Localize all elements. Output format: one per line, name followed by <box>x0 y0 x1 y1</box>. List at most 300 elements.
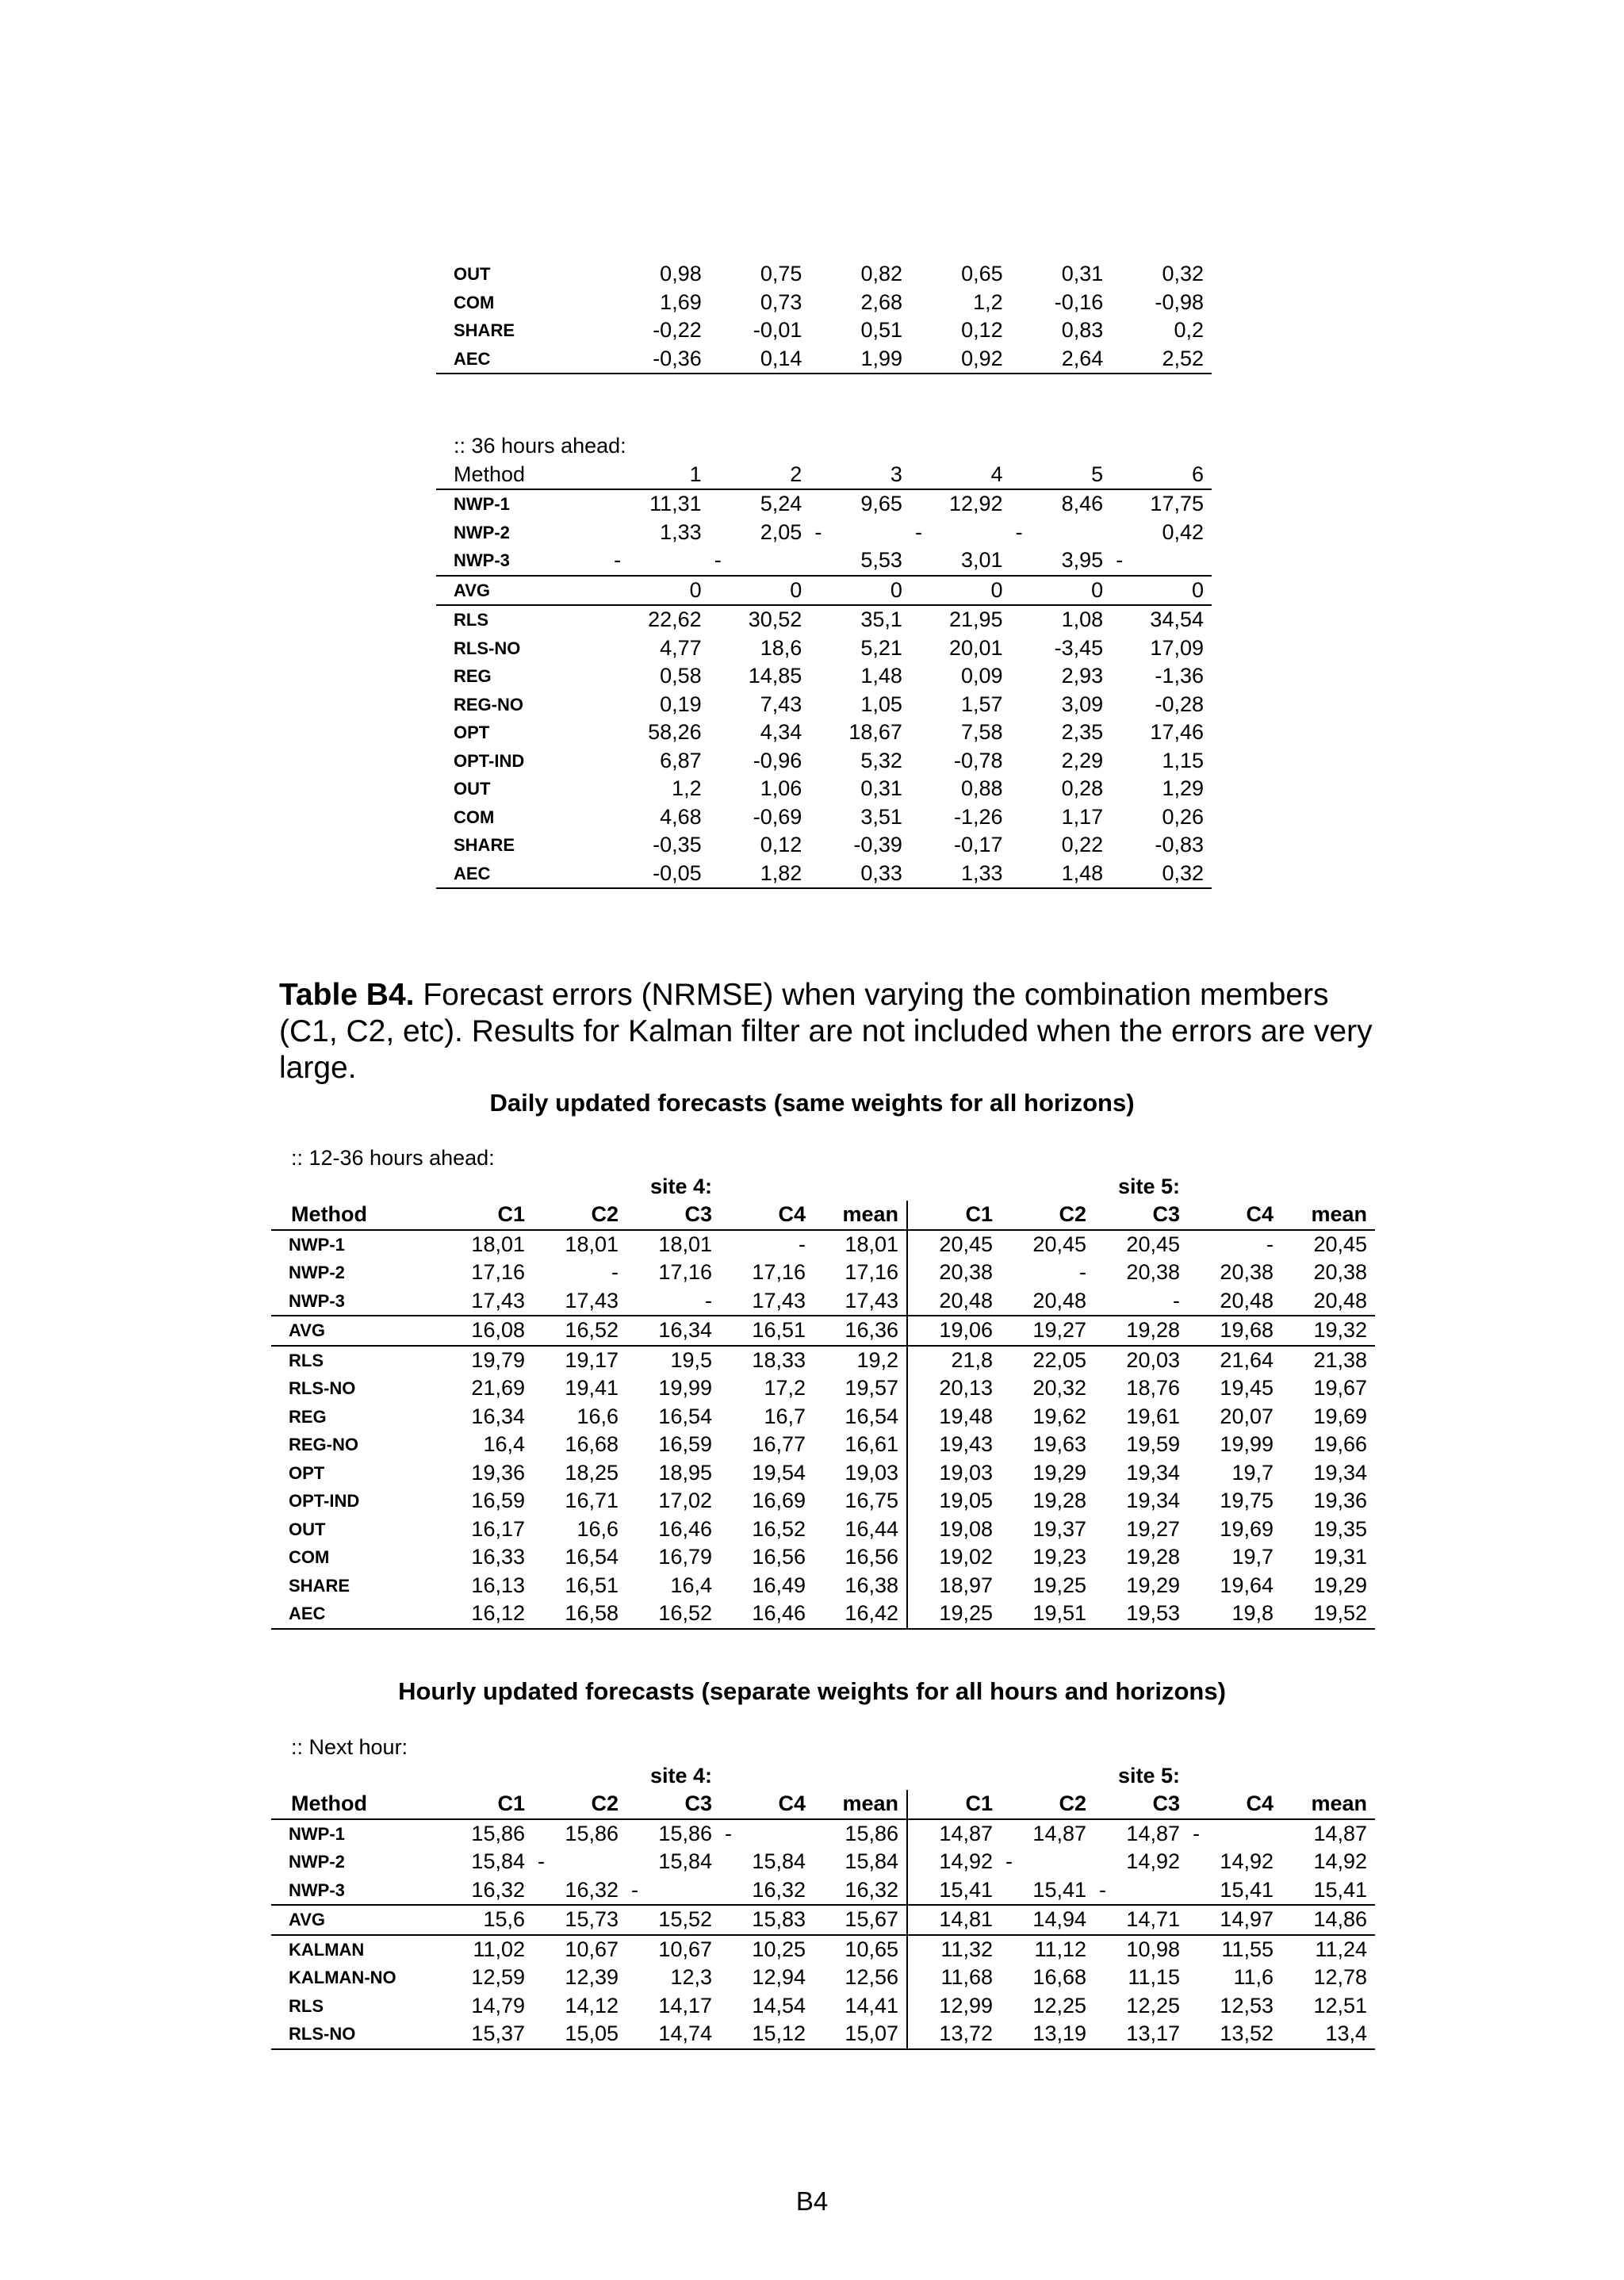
value-cell: 15,41 <box>939 1877 993 1902</box>
value-cell: 20,03 <box>1126 1347 1180 1372</box>
value-cell: 1,2 <box>672 776 702 800</box>
table-row <box>271 1992 1375 2021</box>
column-header: C2 <box>591 1202 619 1226</box>
value-cell: 19,7 <box>1231 1545 1274 1569</box>
value-cell: 14,17 <box>658 1993 712 2018</box>
value-cell: 20,38 <box>1126 1260 1180 1284</box>
method-cell: NWP-2 <box>289 1852 345 1872</box>
value-cell: 30,52 <box>748 607 802 631</box>
value-cell: 20,45 <box>1313 1232 1368 1256</box>
value-cell: 12,59 <box>471 1965 525 1989</box>
value-cell: 17,09 <box>1150 635 1204 660</box>
value-cell: 19,34 <box>1126 1460 1180 1485</box>
table-row <box>436 860 1212 889</box>
value-cell: 3,01 <box>961 548 1003 572</box>
value-cell: 14,87 <box>1126 1821 1180 1845</box>
value-cell: 14,79 <box>471 1993 525 2018</box>
table-36h <box>436 432 1212 889</box>
value-cell: 16,59 <box>471 1489 525 1512</box>
value-cell: 2,29 <box>1061 748 1104 772</box>
site5-label: site 5: <box>1117 1763 1180 1788</box>
value-cell: 34,54 <box>1150 607 1204 631</box>
table-row <box>271 1459 1375 1488</box>
value-cell: 19,67 <box>1313 1376 1368 1400</box>
empty-cell <box>533 1762 626 1791</box>
value-cell: 2,05 <box>760 519 802 544</box>
value-cell: 3,51 <box>860 804 902 829</box>
value-cell: 16,17 <box>471 1516 525 1541</box>
method-cell: RLS-NO <box>454 638 521 658</box>
value-cell: 15,52 <box>658 1907 712 1931</box>
value-cell: 0 <box>790 577 802 602</box>
value-cell: 16,58 <box>565 1601 619 1625</box>
value-cell: 8,46 <box>1061 492 1104 515</box>
value-cell: -0,35 <box>653 833 702 856</box>
value-cell: 16,13 <box>471 1573 525 1597</box>
value-cell: 10,67 <box>565 1937 619 1961</box>
value-cell: 18,97 <box>939 1573 993 1597</box>
value-cell: 0,98 <box>660 262 702 285</box>
value-cell: 16,56 <box>752 1545 806 1569</box>
empty-cell <box>907 1762 1001 1791</box>
value-cell: 14,81 <box>939 1907 993 1931</box>
value-cell: 20,48 <box>939 1288 993 1312</box>
value-cell: 10,98 <box>1126 1937 1180 1961</box>
value-cell: 15,07 <box>814 2020 907 2049</box>
value-cell: - <box>1015 519 1023 544</box>
value-cell: 17,43 <box>814 1287 907 1316</box>
method-cell: RLS-NO <box>289 1378 356 1398</box>
empty-cell <box>907 1173 1001 1201</box>
value-cell: 19,54 <box>752 1460 806 1485</box>
value-cell: 19,29 <box>1032 1460 1086 1485</box>
method-cell: NWP-2 <box>289 1263 345 1282</box>
value-cell: 11,15 <box>1128 1965 1180 1989</box>
value-cell: 12,94 <box>752 1965 806 1989</box>
method-cell: OPT <box>289 1462 325 1483</box>
table-row <box>271 1403 1375 1431</box>
value-cell: 17,16 <box>471 1260 525 1284</box>
method-cell: NWP-3 <box>289 1290 345 1311</box>
value-cell: 0 <box>689 577 702 602</box>
value-cell: 0,31 <box>860 776 902 800</box>
column-header: C4 <box>778 1202 806 1226</box>
value-cell: - <box>1173 1288 1180 1312</box>
value-cell: 16,51 <box>565 1573 619 1597</box>
value-cell: - <box>914 519 922 544</box>
value-cell: 0,83 <box>1061 318 1104 342</box>
table-row <box>436 289 1212 317</box>
value-cell: -0,96 <box>753 748 802 772</box>
value-cell: 14,12 <box>565 1993 619 2018</box>
value-cell: 15,41 <box>1220 1877 1274 1902</box>
value-cell: 11,6 <box>1233 1965 1274 1989</box>
method-header: Method <box>454 462 526 486</box>
method-cell: RLS <box>289 1350 324 1370</box>
value-cell: 0,58 <box>660 664 702 688</box>
method-cell: OPT <box>454 722 490 742</box>
table-row <box>271 1572 1375 1600</box>
value-cell: - <box>1079 1260 1086 1284</box>
value-cell: 1,69 <box>660 289 702 314</box>
value-cell: -0,69 <box>753 804 802 829</box>
value-cell: 0,42 <box>1162 519 1204 544</box>
value-cell: 12,56 <box>814 1964 907 1992</box>
value-cell: 0 <box>1191 577 1204 602</box>
hourly-table-body <box>271 1734 1375 2049</box>
value-cell: 22,05 <box>1032 1347 1086 1372</box>
header-row <box>436 461 1212 490</box>
value-cell: 19,05 <box>939 1489 993 1512</box>
value-cell: 19,99 <box>658 1376 712 1400</box>
value-cell: 0,12 <box>961 318 1003 342</box>
column-header: C3 <box>684 1791 712 1815</box>
table-row <box>436 576 1212 606</box>
value-cell: 16,54 <box>565 1545 619 1569</box>
value-cell: - <box>614 548 622 572</box>
table-row <box>271 1487 1375 1516</box>
value-cell: 19,5 <box>670 1347 712 1372</box>
method-cell: AVG <box>454 580 491 600</box>
value-cell: -3,45 <box>1054 635 1104 660</box>
method-cell: SHARE <box>289 1575 350 1596</box>
empty-cell <box>720 1173 814 1201</box>
value-cell: 14,92 <box>939 1849 993 1873</box>
header-row <box>271 1201 1375 1230</box>
value-cell: 19,2 <box>814 1346 907 1375</box>
value-cell: 1,2 <box>973 289 1003 314</box>
value-cell: 16,38 <box>814 1572 907 1600</box>
empty-cell <box>1001 1173 1094 1201</box>
value-cell: 0,65 <box>961 262 1003 285</box>
value-cell: -0,39 <box>853 833 902 856</box>
value-cell: 16,12 <box>471 1601 525 1625</box>
hourly-section-title: Hourly updated forecasts (separate weights for all hours and horizons) <box>398 1677 1226 1705</box>
method-cell: REG <box>289 1406 327 1427</box>
value-cell: 35,1 <box>860 607 902 631</box>
value-cell: 16,52 <box>565 1318 619 1342</box>
value-cell: 19,28 <box>1126 1545 1180 1569</box>
value-cell: 16,6 <box>576 1404 619 1428</box>
value-cell: 19,25 <box>939 1601 993 1625</box>
value-cell: 20,48 <box>1313 1288 1368 1312</box>
value-cell: 15,84 <box>658 1849 712 1873</box>
table-row <box>436 831 1212 860</box>
value-cell: 16,4 <box>483 1432 525 1456</box>
value-cell: 11,68 <box>940 1965 993 1989</box>
value-cell: 18,67 <box>848 720 902 744</box>
column-header: C3 <box>1152 1202 1180 1226</box>
value-cell: 18,01 <box>565 1232 619 1256</box>
value-cell: - <box>538 1849 545 1873</box>
value-cell: 18,95 <box>658 1460 712 1485</box>
value-cell: 0,12 <box>760 833 802 856</box>
header-row <box>271 1790 1375 1819</box>
value-cell: 21,69 <box>471 1376 525 1400</box>
value-cell: 16,79 <box>658 1545 712 1569</box>
value-cell: 0,2 <box>1174 318 1204 342</box>
value-cell: 20,38 <box>1220 1260 1274 1284</box>
value-cell: 18,33 <box>752 1347 806 1372</box>
value-cell: 21,64 <box>1220 1347 1274 1372</box>
value-cell: 19,62 <box>1032 1404 1086 1428</box>
value-cell: 17,43 <box>565 1288 619 1312</box>
value-cell: - <box>1005 1849 1013 1873</box>
value-cell: 2,35 <box>1061 720 1104 744</box>
value-cell: 16,34 <box>658 1318 712 1342</box>
method-cell: AEC <box>454 863 491 883</box>
method-cell: NWP-1 <box>289 1234 345 1255</box>
value-cell: 13,17 <box>1126 2021 1180 2045</box>
value-cell: 15,73 <box>565 1907 619 1931</box>
value-cell: 12,99 <box>939 1993 993 2018</box>
value-cell: 3,95 <box>1061 548 1104 572</box>
value-cell: 5,24 <box>760 492 802 515</box>
value-cell: 2,52 <box>1162 346 1204 370</box>
value-cell: -0,05 <box>653 860 702 885</box>
value-cell: 16,32 <box>471 1877 525 1902</box>
column-header: mean <box>1311 1791 1368 1815</box>
table-caption-line: :: Next hour: <box>291 1735 408 1759</box>
value-cell: - <box>631 1877 638 1902</box>
value-cell: 20,38 <box>939 1260 993 1284</box>
value-cell: 16,68 <box>1032 1965 1086 1989</box>
value-cell: 1,57 <box>961 692 1003 716</box>
value-cell: 12,25 <box>1032 1993 1086 2018</box>
value-cell: 19,29 <box>1313 1573 1368 1597</box>
table-row <box>271 1819 1375 1849</box>
empty-cell <box>271 1762 439 1791</box>
value-cell: 17,16 <box>814 1259 907 1287</box>
value-cell: 19,36 <box>471 1460 525 1485</box>
value-cell: 16,08 <box>471 1318 525 1342</box>
value-cell: 11,24 <box>1315 1937 1368 1961</box>
value-cell: 16,42 <box>814 1600 907 1629</box>
value-cell: 16,36 <box>814 1316 907 1346</box>
value-cell: 21,8 <box>951 1347 993 1372</box>
value-cell: 0 <box>890 577 902 602</box>
value-cell: - <box>714 548 722 572</box>
value-cell: - <box>1099 1877 1106 1902</box>
value-cell: 10,67 <box>658 1937 712 1961</box>
table-row <box>436 634 1212 663</box>
method-cell: OUT <box>454 779 491 799</box>
column-header: C2 <box>1059 1202 1086 1226</box>
column-header: C2 <box>1059 1791 1086 1815</box>
value-cell: 16,52 <box>752 1516 806 1541</box>
value-cell: 7,43 <box>760 692 802 716</box>
value-cell: 15,86 <box>814 1819 907 1849</box>
value-cell: -1,36 <box>1155 664 1204 688</box>
table-row <box>436 718 1212 747</box>
value-cell: 1,33 <box>660 519 702 544</box>
method-cell: NWP-1 <box>289 1823 345 1844</box>
top-table-body <box>436 260 1212 374</box>
value-cell: 19,28 <box>1126 1318 1180 1342</box>
table-row <box>271 1287 1375 1316</box>
column-header: 2 <box>790 462 802 486</box>
caption-label: Table B4. <box>279 978 415 1012</box>
table-row <box>436 691 1212 719</box>
value-cell: 19,51 <box>1032 1601 1086 1625</box>
site-row <box>271 1173 1375 1201</box>
method-cell: AEC <box>289 1604 326 1623</box>
method-cell: AEC <box>454 348 491 369</box>
table-36h-caption: :: 36 hours ahead: <box>454 434 626 458</box>
value-cell: 21,38 <box>1313 1347 1368 1372</box>
empty-cell <box>1188 1762 1281 1791</box>
value-cell: 19,63 <box>1032 1432 1086 1456</box>
value-cell: 16,46 <box>752 1601 806 1625</box>
value-cell: 13,52 <box>1220 2021 1274 2045</box>
caption-row <box>271 1734 1375 1762</box>
empty-cell <box>814 1173 907 1201</box>
value-cell: 19,68 <box>1220 1318 1274 1342</box>
value-cell: 18,01 <box>814 1230 907 1259</box>
value-cell: 2,93 <box>1061 664 1104 688</box>
value-cell: 19,75 <box>1220 1489 1274 1512</box>
method-cell: AVG <box>289 1320 326 1340</box>
value-cell: 16,4 <box>670 1573 712 1597</box>
method-cell: NWP-2 <box>454 522 510 542</box>
value-cell: 1,17 <box>1061 804 1104 829</box>
value-cell: 19,32 <box>1313 1318 1368 1342</box>
column-header: C1 <box>965 1791 993 1815</box>
value-cell: 19,27 <box>1126 1516 1180 1541</box>
value-cell: 16,34 <box>471 1404 525 1428</box>
value-cell: 2,64 <box>1061 346 1104 370</box>
value-cell: 10,65 <box>814 1935 907 1964</box>
value-cell: 12,51 <box>1313 1993 1368 2018</box>
value-cell: 19,61 <box>1126 1404 1180 1428</box>
value-cell: 15,84 <box>814 1848 907 1876</box>
value-cell: 20,07 <box>1220 1404 1274 1428</box>
column-header: C1 <box>497 1202 525 1226</box>
method-cell: AVG <box>289 1910 326 1929</box>
method-cell: REG-NO <box>454 694 523 715</box>
value-cell: 19,25 <box>1032 1573 1086 1597</box>
method-cell: NWP-1 <box>454 494 510 514</box>
column-header: C4 <box>1246 1791 1274 1815</box>
empty-cell <box>439 1762 533 1791</box>
value-cell: 19,06 <box>939 1318 993 1342</box>
value-cell: 22,62 <box>648 607 702 631</box>
value-cell: 15,12 <box>752 2021 806 2045</box>
value-cell: 15,84 <box>752 1849 806 1873</box>
value-cell: 20,38 <box>1313 1260 1368 1284</box>
value-cell: 16,33 <box>471 1545 525 1569</box>
method-header: Method <box>291 1202 367 1226</box>
value-cell: 19,03 <box>939 1460 993 1485</box>
value-cell: 16,68 <box>565 1432 619 1456</box>
value-cell: 1,48 <box>1061 860 1104 885</box>
value-cell: 14,92 <box>1220 1849 1274 1873</box>
value-cell: - <box>814 519 822 544</box>
method-cell: RLS <box>454 610 488 630</box>
table-row <box>436 546 1212 576</box>
value-cell: 4,68 <box>660 804 702 829</box>
value-cell: 12,25 <box>1126 1993 1180 2018</box>
value-cell: 1,48 <box>860 664 902 688</box>
value-cell: 20,45 <box>939 1232 993 1256</box>
value-cell: 0 <box>990 577 1003 602</box>
method-cell: COM <box>454 292 495 312</box>
empty-cell <box>1188 1173 1281 1201</box>
value-cell: 15,83 <box>752 1907 806 1931</box>
value-cell: - <box>725 1821 732 1845</box>
method-cell: SHARE <box>454 835 515 855</box>
value-cell: 1,05 <box>860 692 902 716</box>
value-cell: 15,84 <box>471 1849 525 1873</box>
value-cell: 19,48 <box>939 1404 993 1428</box>
value-cell: 12,53 <box>1220 1993 1274 2018</box>
empty-cell <box>1281 1762 1375 1791</box>
value-cell: 12,3 <box>670 1965 712 1989</box>
table-row <box>271 1543 1375 1572</box>
value-cell: 12,78 <box>1313 1965 1368 1989</box>
daily-section-title: Daily updated forecasts (same weights for all horizons) <box>489 1089 1135 1117</box>
table-row <box>436 662 1212 691</box>
value-cell: 0,92 <box>961 346 1003 370</box>
value-cell: 15,6 <box>483 1907 525 1931</box>
column-header: mean <box>814 1201 907 1230</box>
value-cell: 16,61 <box>814 1431 907 1459</box>
value-cell: -0,22 <box>653 318 702 342</box>
table-row <box>436 747 1212 776</box>
hourly-table <box>271 1734 1375 2050</box>
value-cell: -0,17 <box>954 833 1003 856</box>
method-cell: SHARE <box>454 320 515 340</box>
value-cell: 16,32 <box>565 1877 619 1902</box>
value-cell: 14,87 <box>1313 1821 1368 1845</box>
value-cell: - <box>1116 548 1124 572</box>
value-cell: 0,32 <box>1162 860 1204 885</box>
column-header: 1 <box>689 462 702 486</box>
value-cell: 5,32 <box>860 748 902 772</box>
value-cell: 19,29 <box>1126 1573 1180 1597</box>
column-header: C1 <box>497 1791 525 1815</box>
value-cell: 0,51 <box>860 318 903 342</box>
table-caption <box>279 977 1389 1086</box>
value-cell: 5,21 <box>860 635 902 660</box>
value-cell: 16,54 <box>658 1404 712 1428</box>
value-cell: 19,53 <box>1126 1601 1180 1625</box>
method-cell: OUT <box>289 1519 326 1539</box>
method-cell: NWP-3 <box>454 550 510 570</box>
value-cell: 14,86 <box>1313 1907 1368 1931</box>
table-row <box>271 1876 1375 1906</box>
value-cell: 7,58 <box>961 720 1003 744</box>
value-cell: 19,34 <box>1126 1489 1180 1512</box>
site4-label: site 4: <box>649 1174 712 1198</box>
column-header: 4 <box>990 462 1003 486</box>
value-cell: 19,23 <box>1032 1545 1086 1569</box>
table-caption-line: :: 12-36 hours ahead: <box>291 1146 495 1170</box>
method-cell: COM <box>289 1547 330 1567</box>
value-cell: 19,02 <box>939 1545 993 1569</box>
top-table <box>436 260 1212 374</box>
column-header: 3 <box>890 462 902 486</box>
column-header: 5 <box>1091 462 1104 486</box>
value-cell: 11,31 <box>649 492 702 515</box>
value-cell: 15,41 <box>1313 1877 1368 1902</box>
value-cell: 0,31 <box>1061 262 1104 285</box>
value-cell: 19,7 <box>1231 1460 1274 1485</box>
caption-text: Forecast errors (NRMSE) when varying the combination members (C1, C2, etc). Results for Kalman filter are not included when the errors are very large. <box>279 978 1373 1085</box>
value-cell: 14,87 <box>1032 1821 1086 1845</box>
method-cell: KALMAN-NO <box>289 1968 396 1987</box>
value-cell: -0,28 <box>1155 692 1204 716</box>
